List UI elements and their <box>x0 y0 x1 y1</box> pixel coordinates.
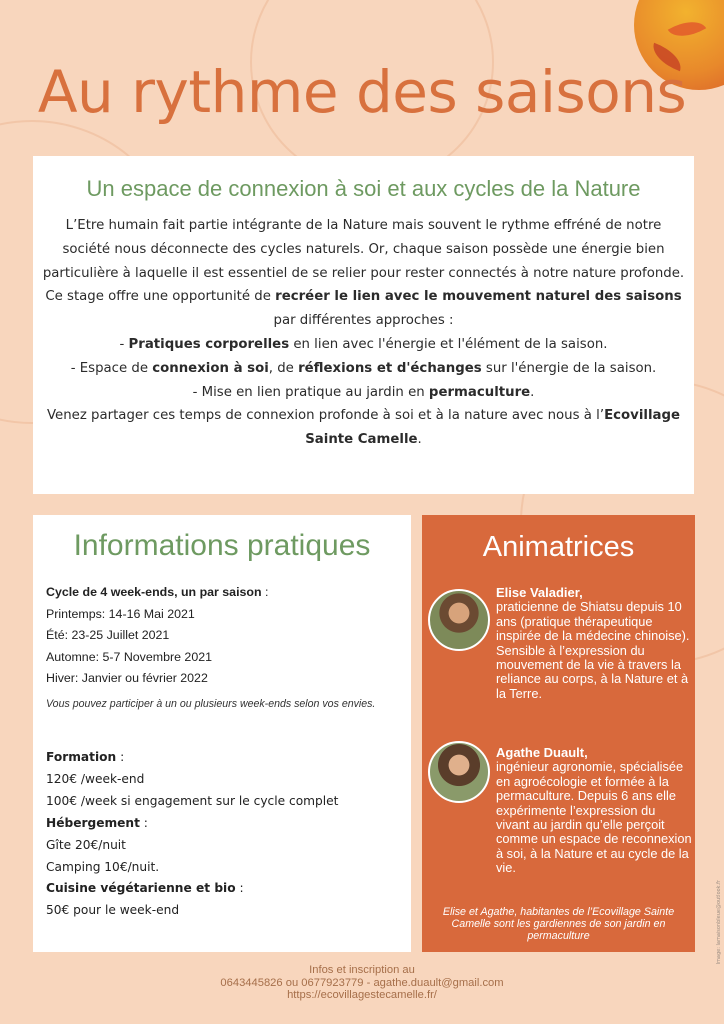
facilitators-heading: Animatrices <box>482 531 635 563</box>
avatar <box>428 589 490 651</box>
approach-item: - Pratiques corporelles en lien avec l'énergie et l'élément de la saison. <box>119 336 608 352</box>
practical-info-heading: Informations pratiques <box>73 529 371 562</box>
intro-panel <box>33 156 694 494</box>
hebergement-label: Hébergement : <box>46 815 148 830</box>
facilitator-elise <box>496 586 692 701</box>
page-title: Au rythme des saisons <box>37 58 687 126</box>
costs-list <box>46 747 338 922</box>
season-date: Été: 23-25 Juillet 2021 <box>46 628 170 642</box>
facilitator-name: Elise Valadier, <box>496 585 583 600</box>
cuisine-label: Cuisine végétarienne et bio : <box>46 881 244 896</box>
intro-offer: Ce stage offre une opportunité de recréer le lien avec le mouvement naturel des saisons par différentes approches : <box>45 289 682 329</box>
price-line: Camping 10€/nuit. <box>46 859 160 874</box>
price-line: Gîte 20€/nuit <box>46 837 126 852</box>
facilitator-agathe <box>496 746 692 876</box>
cycle-label: Cycle de 4 week-ends, un par saison : <box>46 585 269 599</box>
participation-note: Vous pouvez participer à un ou plusieurs week-ends selon vos envies. <box>46 698 376 710</box>
price-line: 100€ /week si engagement sur le cycle complet <box>46 793 339 808</box>
contact-info <box>0 964 724 1002</box>
avatar <box>428 741 490 803</box>
facilitator-bio: praticienne de Shiatsu depuis 10 ans (pratique thérapeutique inspirée de la médecine chinoise). Sensible à l’expression du mouvement de la vie à travers la reliance au corps, à la Nature et à la Terre. <box>496 599 690 701</box>
season-date: Automne: 5-7 Novembre 2021 <box>46 649 212 664</box>
intro-invitation: Venez partager ces temps de connexion profonde à soi et à la nature avec nous à l’Ecovillage Sainte Camelle. <box>46 408 681 448</box>
price-line: 50€ pour le week-end <box>46 903 180 918</box>
facilitators-footnote: Elise et Agathe, habitantes de l’Ecovillage Sainte Camelle sont les gardiennes de son jardin en permaculture <box>442 906 675 942</box>
image-credit: Image: lamaisonbleue@outlook.fr <box>716 879 722 964</box>
practical-info-panel <box>33 515 411 952</box>
contact-line: Infos et inscription au <box>309 964 415 976</box>
intro-heading: Un espace de connexion à soi et aux cycles de la Nature <box>86 176 641 201</box>
facilitator-name: Agathe Duault, <box>496 745 588 760</box>
facilitators-panel <box>422 515 695 952</box>
approach-item: - Mise en lien pratique au jardin en permaculture. <box>192 384 535 400</box>
contact-line: 0643445826 ou 0677923779 - agathe.duault@gmail.com <box>220 976 504 989</box>
season-date: Hiver: Janvier ou février 2022 <box>46 671 208 685</box>
cycle-dates <box>46 582 268 690</box>
formation-label: Formation : <box>46 750 125 764</box>
intro-body <box>41 214 686 452</box>
season-date: Printemps: 14-16 Mai 2021 <box>46 606 195 621</box>
website-link[interactable]: https://ecovillagestecamelle.fr/ <box>287 989 437 1001</box>
intro-paragraph: L’Etre humain fait partie intégrante de la Nature mais souvent le rythme effréné de notre société nous déconnecte des cycles naturels. Or, chaque saison possède une énergie bien particulière à laquelle il est essentiel de se relier pour rester connectés à notre nature profonde. <box>42 218 685 281</box>
approach-item: - Espace de connexion à soi, de réflexions et d'échanges sur l'énergie de la saison. <box>70 360 657 376</box>
facilitator-bio: ingénieur agronomie, spécialisée en agroécologie et formée à la permaculture. Depuis 6 ans elle expérimente l’expression du vivant au jardin qu’elle perçoit comme un espace de reconnexion à soi, à la Nature et au cycle de la vie. <box>496 759 692 876</box>
price-line: 120€ /week-end <box>46 771 145 786</box>
